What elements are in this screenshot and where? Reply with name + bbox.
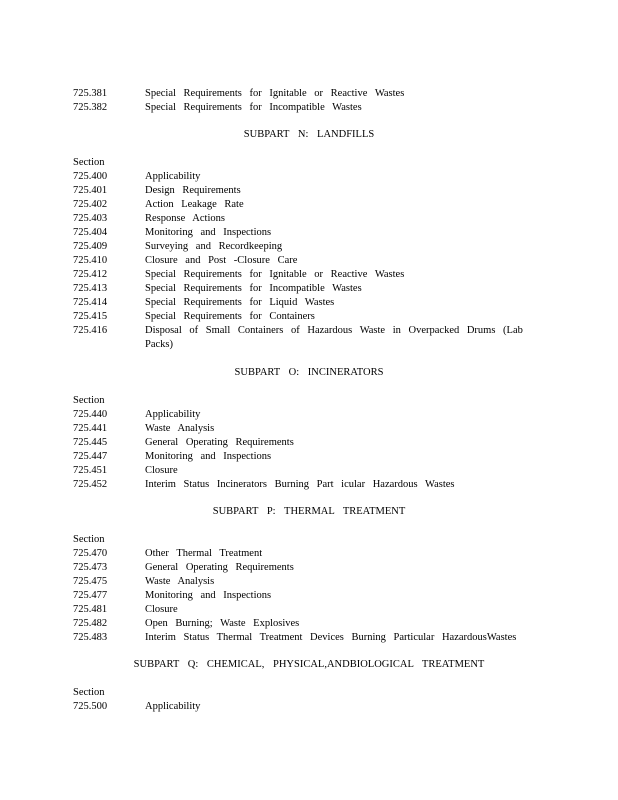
section-title: Disposal of Small Containers of Hazardous Waste in Overpacked Drums (Lab Packs) [145,325,523,350]
toc-row [73,240,543,254]
section-title: Applicability [145,409,201,420]
section-number: 725.416 [73,325,108,336]
section-number: 725.410 [73,255,108,266]
section-label: Section [73,157,105,168]
section-number: 725.483 [73,632,108,643]
section-title: Closure [145,465,178,476]
toc-row [73,478,543,492]
section-title: Special Requirements for Incompatible Wastes [145,283,362,294]
section-number: 725.473 [73,562,108,573]
toc-row [73,464,543,478]
toc-row [73,617,543,631]
section-number: 725.412 [73,269,108,280]
section-title: General Operating Requirements [145,562,294,573]
section-title: Surveying and Recordkeeping [145,241,283,252]
section-title: Action Leakage Rate [145,199,244,210]
section-title: Monitoring and Inspections [145,227,272,238]
section-number: 725.482 [73,618,108,629]
section-title: Monitoring and Inspections [145,451,272,462]
section-title: Waste Analysis [145,576,215,587]
section-title: Open Burning; Waste Explosives [145,618,300,629]
section-number: 725.381 [73,88,108,99]
toc-row [73,212,543,226]
section-title: Monitoring and Inspections [145,590,272,601]
section-title: Applicability [145,171,201,182]
toc-row [73,268,543,282]
toc-row [73,282,543,296]
toc-row [73,450,543,464]
section-label: Section [73,395,105,406]
toc-row [73,184,543,198]
section-number: 725.440 [73,409,108,420]
section-title: Special Requirements for Ignitable or Reactive Wastes [145,269,405,280]
toc-row [73,589,543,603]
toc-row [73,436,543,450]
section-number: 725.409 [73,241,108,252]
toc-row [73,101,543,115]
section-number: 725.452 [73,479,108,490]
toc-row [73,296,543,310]
section-title: Closure [145,604,178,615]
section-title: Special Requirements for Liquid Wastes [145,297,335,308]
section-number: 725.500 [73,701,108,712]
section-number: 725.414 [73,297,108,308]
toc-row [73,87,543,101]
section-number: 725.477 [73,590,108,601]
section-number: 725.402 [73,199,108,210]
section-title: Other Thermal Treatment [145,548,263,559]
section-title: Interim Status Thermal Treatment Devices Burning Particular HazardousWastes [145,632,517,643]
toc-row [73,198,543,212]
toc-row [73,603,543,617]
toc-row [73,170,543,184]
toc-row [73,575,543,589]
section-number: 725.441 [73,423,108,434]
section-number: 725.445 [73,437,108,448]
section-label: Section [73,534,105,545]
toc-row [73,254,543,268]
toc-row [73,226,543,240]
section-label: Section [73,687,105,698]
section-number: 725.400 [73,171,108,182]
section-number: 725.415 [73,311,108,322]
section-number: 725.403 [73,213,108,224]
section-title: Design Requirements [145,185,241,196]
section-number: 725.413 [73,283,108,294]
section-title: Special Requirements for Containers [145,311,315,322]
subpart-heading: SUBPART O: INCINERATORS [234,367,384,378]
section-number: 725.382 [73,102,108,113]
section-title: Closure and Post -Closure Care [145,255,298,266]
section-number: 725.481 [73,604,108,615]
toc-row [73,561,543,575]
subpart-heading: SUBPART P: THERMAL TREATMENT [212,506,406,517]
toc-row [73,422,543,436]
section-title: Applicability [145,701,201,712]
toc-row [73,547,543,561]
section-title: Waste Analysis [145,423,215,434]
toc-row [73,324,543,352]
section-title: General Operating Requirements [145,437,294,448]
section-number: 725.470 [73,548,108,559]
section-number: 725.447 [73,451,108,462]
subpart-heading: SUBPART N: LANDFILLS [243,129,375,140]
toc-row [73,310,543,324]
subpart-heading: SUBPART Q: CHEMICAL, PHYSICAL,ANDBIOLOGICAL TREATMENT [133,659,485,670]
section-number: 725.404 [73,227,108,238]
toc-row [73,700,543,714]
section-title: Response Actions [145,213,225,224]
toc-row [73,631,543,645]
toc-row [73,408,543,422]
section-number: 725.475 [73,576,108,587]
section-title: Special Requirements for Ignitable or Reactive Wastes [145,88,405,99]
section-number: 725.451 [73,465,108,476]
section-title: Special Requirements for Incompatible Wastes [145,102,362,113]
section-title: Interim Status Incinerators Burning Part icular Hazardous Wastes [145,479,455,490]
section-number: 725.401 [73,185,108,196]
